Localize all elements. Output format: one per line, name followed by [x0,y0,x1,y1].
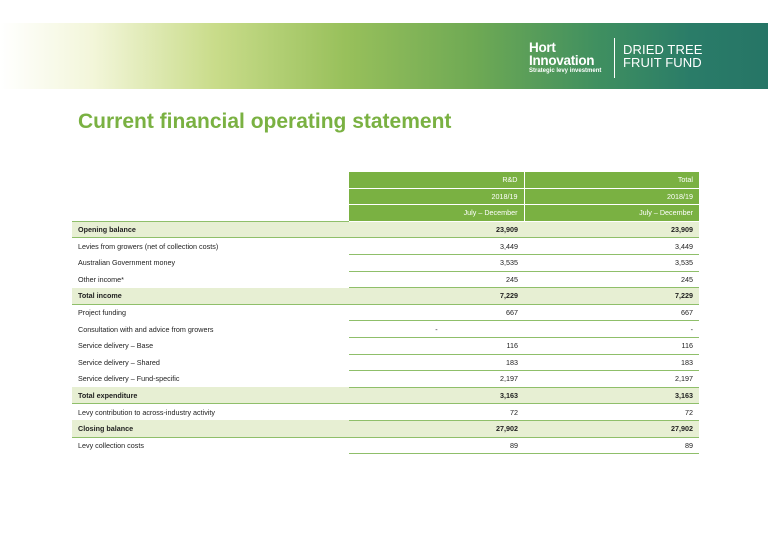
table-row [72,321,699,338]
row-label: Levy contribution to across-industry activity [78,407,216,417]
row-rd-value: 3,163 [349,387,524,404]
fund-name [623,43,703,69]
row-rd-value: 116 [349,337,524,354]
col-rd-name: R&D [349,172,524,188]
row-total-value: 23,909 [524,221,699,238]
col-total-year: 2018/19 [524,188,699,205]
col-rd-period: July – December [349,205,524,222]
row-total-value: 245 [524,271,699,288]
row-label: Service delivery – Base [78,341,154,351]
row-rd-value: 23,909 [349,221,524,238]
table-row [72,221,699,238]
row-label: Australian Government money [78,258,176,268]
row-rd-value: 72 [349,404,524,421]
table-row [72,288,699,305]
row-total-value: 3,449 [524,238,699,255]
fund-line-2: FRUIT FUND [623,55,702,70]
row-total-value: 89 [524,437,699,454]
financial-statement-table [72,172,699,454]
row-label: Service delivery – Shared [78,357,160,367]
col-rd-year: 2018/19 [349,188,524,205]
hort-innovation-logo [529,41,601,76]
row-rd-value: 7,229 [349,288,524,305]
table-row [72,437,699,454]
row-label: Total expenditure [72,387,349,404]
row-rd-value: 183 [349,354,524,371]
row-total-value: 27,902 [524,420,699,437]
table-row [72,304,699,321]
header-row-year [72,188,699,205]
logo-divider [614,38,615,78]
header-row-period [72,205,699,222]
row-label: Levy collection costs [78,441,144,451]
row-total-value: 3,535 [524,254,699,271]
row-total-value: 2,197 [524,371,699,388]
row-rd-value: 245 [349,271,524,288]
table-row [72,238,699,255]
row-label: Project funding [78,308,126,318]
row-rd-value: 2,197 [349,371,524,388]
row-total-value: 183 [524,354,699,371]
row-rd-value: 667 [349,304,524,321]
logo-line-1: Hort [529,40,556,55]
table-row [72,420,699,437]
table-row [72,371,699,388]
row-label: Consultation with and advice from growers [78,324,214,334]
row-label: Opening balance [72,221,349,238]
row-rd-value: 3,449 [349,238,524,255]
table-row [72,337,699,354]
col-total-name: Total [524,172,699,188]
row-total-value: 116 [524,337,699,354]
row-total-value: 72 [524,404,699,421]
row-total-value: - [524,321,699,338]
row-total-value: 3,163 [524,387,699,404]
table-row [72,271,699,288]
table-row [72,387,699,404]
table-row [72,404,699,421]
row-label: Other income* [78,274,124,284]
row-rd-value: 89 [349,437,524,454]
row-label: Closing balance [72,420,349,437]
table-row [72,354,699,371]
table-row [72,254,699,271]
row-rd-value: 27,902 [349,420,524,437]
fund-line-1: DRIED TREE [623,42,703,57]
row-total-value: 7,229 [524,288,699,305]
row-rd-value: - [349,321,524,338]
row-rd-value: 3,535 [349,254,524,271]
row-label: Service delivery – Fund-specific [78,374,180,384]
logo-line-2: Innovation [529,53,595,68]
col-total-period: July – December [524,205,699,222]
header-row-name [72,172,699,188]
row-total-value: 667 [524,304,699,321]
row-label: Total income [72,288,349,305]
row-label: Levies from growers (net of collection costs) [78,241,219,251]
page-title: Current financial operating statement [78,110,452,133]
logo-tagline: Strategic levy investment [529,68,602,74]
